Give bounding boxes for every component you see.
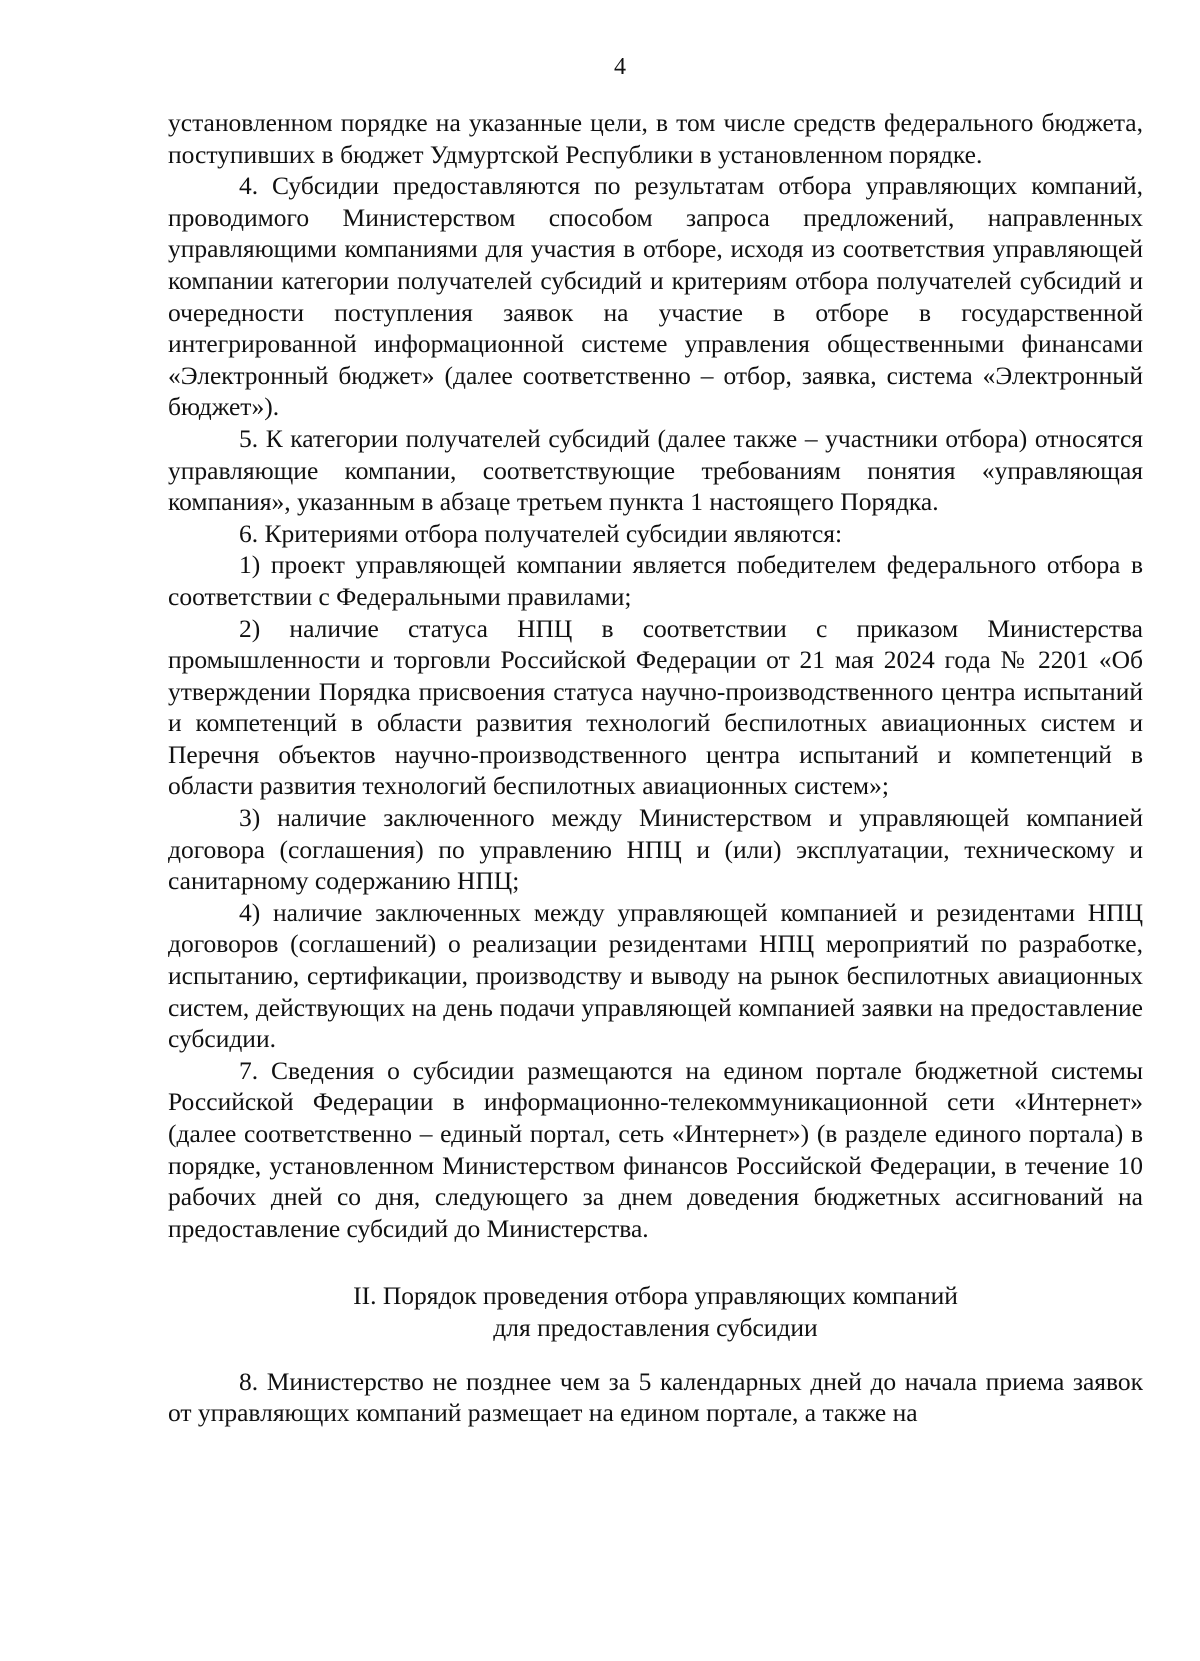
paragraph-item-8: 8. Министерство не позднее чем за 5 календарных дней до начала приема заявок от управляющих компаний размещает на едином портале, а также на — [168, 1366, 1143, 1428]
paragraph-item-7: 7. Сведения о субсидии размещаются на едином портале бюджетной системы Российской Федерации в информационно-телекоммуникационной сети «Интернет» (далее соответственно – единый портал, сеть «Интернет») (в разделе единого портала) в порядке, установленном Министерством финансов Российской Федерации, в течение 10 рабочих дней со дня, следующего за днем доведения бюджетных ассигнований на предоставление субсидий до Министерства. — [168, 1055, 1143, 1243]
section-heading-line-2: для предоставления субсидии — [493, 1312, 818, 1342]
document-body — [168, 107, 1143, 1429]
paragraph-item-4: 4. Субсидии предоставляются по результатам отбора управляющих компаний, проводимого Министерством способом запроса предложений, направленных управляющими компаниями для участия в отборе, исходя из соответствия управляющей компании категории получателей субсидий и критериям отбора получателей субсидий и очередности поступления заявок на участие в отборе в государственной интегрированной информационной системе управления общественными финансами «Электронный бюджет» (далее соответственно – отбор, заявка, система «Электронный бюджет»). — [168, 171, 1143, 422]
paragraph-item-6: 6. Критериями отбора получателей субсидии являются: — [239, 518, 843, 548]
page-number: 4 — [614, 54, 626, 80]
paragraph-continuation: установленном порядке на указанные цели, в том числе средств федерального бюджета, поступивших в бюджет Удмуртской Республики в установленном порядке. — [168, 108, 1143, 169]
criteria-item-2: 2) наличие статуса НПЦ в соответствии с приказом Министерства промышленности и торговли Российской Федерации от 21 мая 2024 года № 2201 «Об утверждении Порядка присвоения статуса научно-производственного центра испытаний и компетенций в области развития технологий беспилотных авиационных систем и Перечня объектов научно-производственного центра испытаний и компетенций в области развития технологий беспилотных авиационных систем»; — [168, 613, 1143, 801]
criteria-item-4: 4) наличие заключенных между управляющей компанией и резидентами НПЦ договоров (соглашений) о реализации резидентами НПЦ мероприятий по разработке, испытанию, сертификации, производству и выводу на рынок беспилотных авиационных систем, действующих на день подачи управляющей компанией заявки на предоставление субсидии. — [168, 897, 1143, 1054]
criteria-item-1: 1) проект управляющей компании является победителем федерального отбора в соответствии с Федеральными правилами; — [168, 550, 1143, 611]
criteria-item-3: 3) наличие заключенного между Министерством и управляющей компанией договора (соглашения) по управлению НПЦ и (или) эксплуатации, техническому и санитарному содержанию НПЦ; — [168, 803, 1143, 896]
section-heading — [168, 1280, 1143, 1343]
section-heading-line-1: II. Порядок проведения отбора управляющих компаний — [353, 1281, 958, 1311]
paragraph-item-5: 5. К категории получателей субсидий (далее также – участники отбора) относятся управляющие компании, соответствующие требованиям понятия «управляющая компания», указанным в абзаце третьем пункта 1 настоящего Порядка. — [168, 423, 1143, 517]
